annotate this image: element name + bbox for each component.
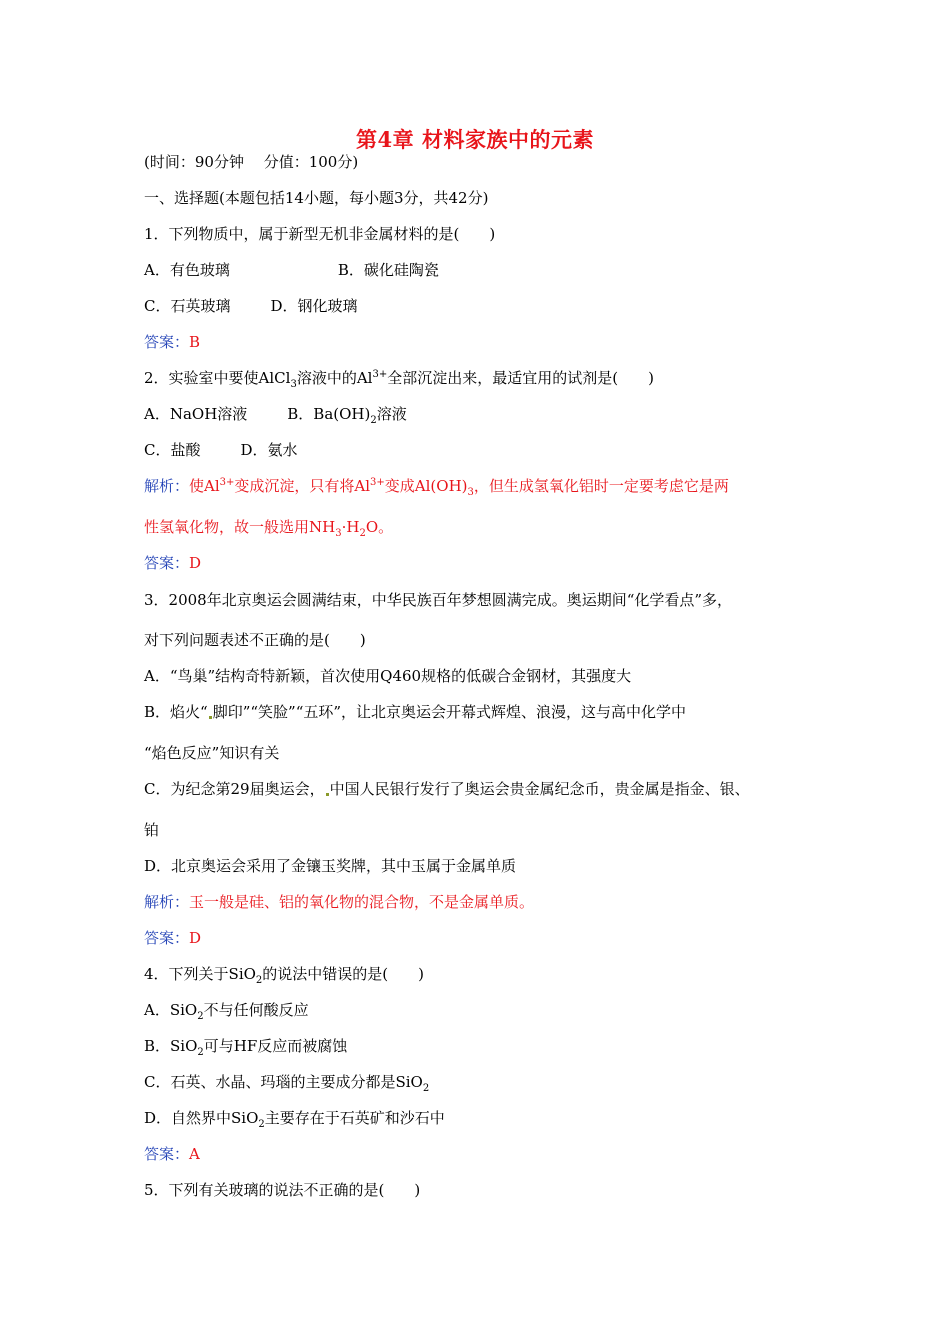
option-text: 中国人民银行发行了奥运会贵金属纪念币，贵金属是指金、银、 xyxy=(329,780,750,798)
subscript: 2 xyxy=(197,1047,204,1058)
option-text: 可与HF反应而被腐蚀 xyxy=(203,1037,348,1055)
analysis-text: 性氢氧化物，故一般选用NH xyxy=(144,518,336,536)
analysis-text: ·H xyxy=(341,518,360,536)
q1-options-ab xyxy=(144,260,439,280)
option-text: D．自然界中SiO xyxy=(144,1109,259,1127)
superscript: 3+ xyxy=(370,477,385,488)
q2-stem xyxy=(144,368,654,388)
q1-stem: 1．下列物质中，属于新型无机非金属材料的是( ) xyxy=(144,225,496,243)
subscript: 2 xyxy=(422,1083,430,1094)
q3-option-d: D．北京奥运会采用了金镶玉奖牌，其中玉属于金属单质 xyxy=(144,857,517,875)
analysis-text: O。 xyxy=(365,518,394,536)
q2-analysis-line2 xyxy=(144,517,393,537)
q4-stem-text: 4．下列关于SiO xyxy=(144,965,256,983)
q4-stem xyxy=(144,964,424,984)
subscript: 3 xyxy=(467,487,474,498)
answer-value: D xyxy=(189,929,202,947)
answer-label: 答案： xyxy=(144,1145,190,1163)
analysis-text: 变成Al(OH) xyxy=(384,477,468,495)
q1-options-cd xyxy=(144,296,358,316)
q5-stem: 5．下列有关玻璃的说法不正确的是( ) xyxy=(144,1181,421,1199)
stray-mark xyxy=(326,793,329,796)
subscript: 3 xyxy=(290,379,297,390)
q2-option-a: A．NaOH溶液 xyxy=(144,405,248,423)
option-text: B．焰火“ xyxy=(144,703,208,721)
section-heading: 一、选择题(本题包括14小题，每小题3分，共42分) xyxy=(144,189,489,207)
q3-stem-line2: 对下列问题表述不正确的是( ) xyxy=(144,631,366,649)
subscript: 2 xyxy=(359,528,366,539)
answer-value: A xyxy=(189,1145,200,1163)
q3-option-c xyxy=(144,779,750,799)
analysis-text: 使Al xyxy=(189,477,220,495)
q2-analysis-line1 xyxy=(144,476,729,496)
q3-option-b xyxy=(144,702,686,722)
q2-stem-text: 溶液中的Al xyxy=(296,369,373,387)
exam-meta: (时间：90分钟 分值：100分) xyxy=(144,153,359,171)
subscript: 2 xyxy=(370,415,377,426)
q4-stem-text: 的说法中错误的是( ) xyxy=(262,965,425,983)
option-text: 溶液 xyxy=(376,405,407,423)
q1-option-d: D．钢化玻璃 xyxy=(270,297,358,315)
q1-option-a: A．有色玻璃 xyxy=(144,261,230,279)
answer-label: 答案： xyxy=(144,554,190,572)
answer-value: D xyxy=(189,554,202,572)
answer-value: B xyxy=(189,333,201,351)
q4-option-a xyxy=(144,1000,309,1020)
q3-stem-line1: 3．2008年北京奥运会圆满结束，中华民族百年梦想圆满完成。奥运期间“化学看点”多， xyxy=(144,591,733,609)
option-text: 主要存在于石英矿和沙石中 xyxy=(264,1109,445,1127)
q3-option-b-cont: “焰色反应”知识有关 xyxy=(144,744,280,762)
q3-option-a: A．“鸟巢”结构奇特新颖，首次使用Q460规格的低碳合金钢材，其强度大 xyxy=(144,667,632,685)
analysis-text: ，但生成氢氧化铝时一定要考虑它是两 xyxy=(473,477,729,495)
q4-option-b xyxy=(144,1036,347,1056)
subscript: 2 xyxy=(258,1119,265,1130)
q3-analysis xyxy=(144,892,534,912)
q2-options-ab xyxy=(144,404,407,424)
analysis-text: 变成沉淀，只有将Al xyxy=(234,477,371,495)
page-title: 第4章 材料家族中的元素 xyxy=(356,127,594,152)
q1-option-c: C．石英玻璃 xyxy=(144,297,231,315)
answer-label: 答案： xyxy=(144,929,190,947)
option-text: A．SiO xyxy=(144,1001,198,1019)
q4-answer xyxy=(144,1144,200,1164)
option-text: C．为纪念第29届奥运会， xyxy=(144,780,325,798)
q4-option-d xyxy=(144,1108,445,1128)
q2-stem-text: 2．实验室中要使AlCl xyxy=(144,369,291,387)
superscript: 3+ xyxy=(372,369,388,380)
analysis-text: 玉一般是硅、铝的氧化物的混合物，不是金属单质。 xyxy=(189,893,535,911)
option-text: C．石英、水晶、玛瑙的主要成分都是SiO xyxy=(144,1073,423,1091)
option-text: 不与任何酸反应 xyxy=(203,1001,309,1019)
answer-label: 答案： xyxy=(144,333,190,351)
q3-option-c-cont: 铂 xyxy=(144,821,160,839)
option-text: B．SiO xyxy=(144,1037,198,1055)
q1-option-b: B．碳化硅陶瓷 xyxy=(337,261,439,279)
option-text: B．Ba(OH) xyxy=(287,405,371,423)
q1-answer xyxy=(144,332,200,352)
subscript: 3 xyxy=(335,528,342,539)
superscript: 3+ xyxy=(219,477,235,488)
q2-stem-text: 全部沉淀出来，最适宜用的试剂是( ) xyxy=(387,369,654,387)
q2-option-b xyxy=(287,405,407,426)
q2-answer xyxy=(144,553,201,573)
analysis-label: 解析： xyxy=(144,477,190,495)
q2-option-d: D．氨水 xyxy=(240,441,298,459)
q2-options-cd xyxy=(144,440,298,460)
q2-option-c: C．盐酸 xyxy=(144,441,201,459)
subscript: 2 xyxy=(197,1011,204,1022)
stray-mark xyxy=(209,716,212,719)
option-text: 脚印”“笑脸”“五环”，让北京奥运会开幕式辉煌、浪漫，这与高中化学中 xyxy=(212,703,687,721)
analysis-label: 解析： xyxy=(144,893,190,911)
q4-option-c xyxy=(144,1072,429,1092)
subscript: 2 xyxy=(255,975,263,986)
q3-answer xyxy=(144,928,201,948)
